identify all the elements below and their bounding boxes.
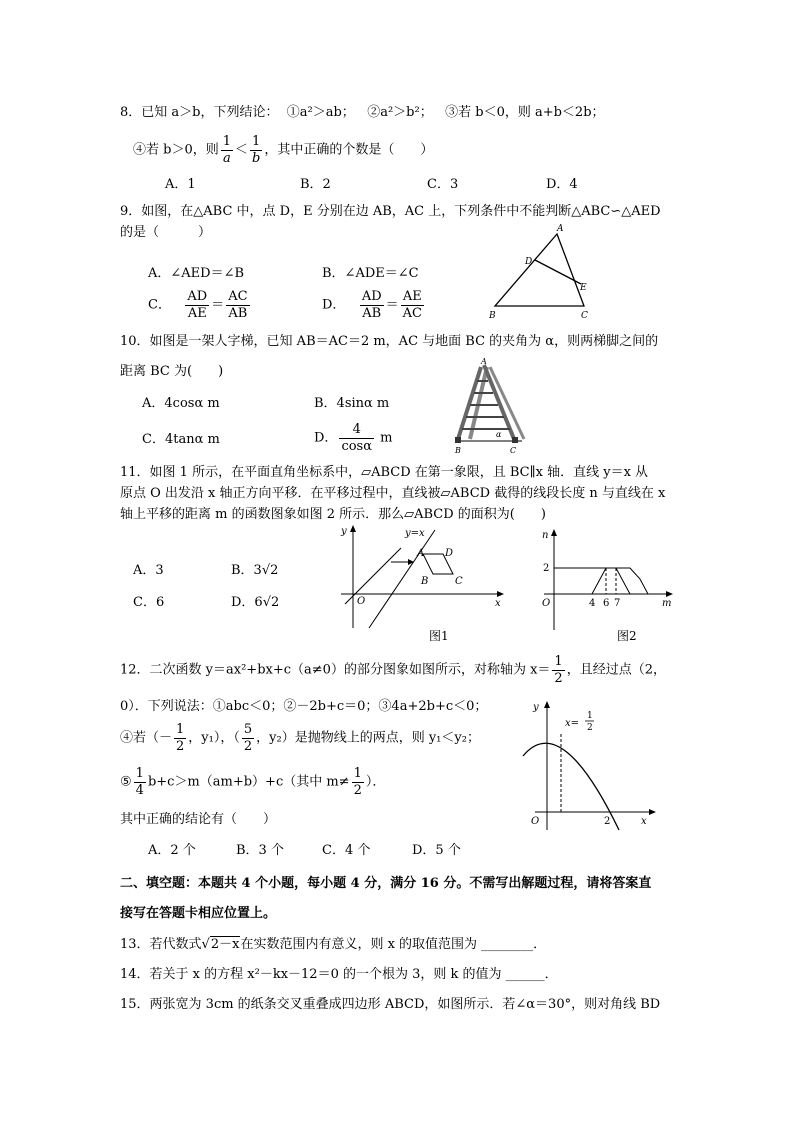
q10-stem-line1: 10．如图是一架人字梯，已知 AB＝AC＝2 m，AC 与地面 BC 的夹角为 α，则两梯脚之间的	[120, 334, 659, 349]
label-x-eq: x=	[565, 718, 580, 729]
q11-stem-line3: 轴上平移的距离 m 的函数图象如图 2 所示．那么▱ABCD 的面积为( )	[120, 507, 546, 522]
label-half-den: 2	[587, 723, 593, 733]
q10-choice-b: B．4sinα m	[314, 396, 390, 411]
q9-choice-d: D． $\frac{AD}{AB}$ ＝ $\frac{AE}{AC}$	[322, 289, 423, 321]
label-b: B	[489, 311, 496, 320]
label-y-eq-x: y=x	[405, 528, 425, 539]
label-n: n	[542, 530, 549, 541]
trapezoid-segment	[592, 568, 630, 594]
label-o: O	[357, 596, 366, 607]
fraction-1-over-b: $\frac{1}{b}$	[252, 134, 261, 166]
q11-figure-1	[335, 522, 510, 634]
q11-stem-line2: 原点 O 出发沿 x 轴正方向平移．在平移过程中，直线被▱ABCD 截得的线段长度 n 与直线在 x	[120, 486, 666, 501]
q12-stem-line3: ④若（－ $\frac{1}{2}$ ，y₁），（ $\frac{5}{2}$ ，y₂）是抛物线上的两点，则 y₁＜y₂；	[120, 722, 480, 754]
label-a: A	[417, 548, 425, 559]
label-2: 2	[604, 816, 611, 827]
ladder-foot-c	[512, 437, 518, 443]
q12-parabola-figure	[515, 698, 660, 833]
label-4: 4	[589, 598, 596, 609]
label-y: y	[533, 702, 539, 713]
q12-choice-c: C．4 个	[322, 843, 371, 858]
label-c: C	[510, 446, 517, 455]
label-m: m	[662, 598, 672, 609]
section2-heading-line2: 接写在答题卡相应位置上。	[120, 906, 277, 921]
label-d: D	[525, 257, 533, 267]
label-b: B	[455, 446, 461, 455]
q12-stem-line2: 0）．下列说法：①abc＜0；②－2b+c＝0；③4a+2b+c＜0；	[120, 699, 488, 714]
q8-choice-b: B．2	[300, 177, 331, 192]
q8-line2: ④若 b＞0，则 $\frac{1}{a}$ ＜ $\frac{1}{b}$ ，其中正确的个数是（ ）	[133, 134, 434, 166]
label-y: y	[341, 526, 347, 537]
label-o: O	[542, 598, 551, 609]
label-alpha: α	[496, 430, 502, 439]
triangle-abc	[495, 234, 584, 306]
q8-choice-d: D．4	[546, 177, 578, 192]
label-half-num: 1	[587, 711, 593, 721]
fraction-1-over-a: $\frac{1}{a}$	[222, 134, 232, 166]
q10-choice-a: A．4cosα m	[142, 396, 220, 411]
q11-stem-line1: 11．如图 1 所示，在平面直角坐标系中，▱ABCD 在第一象限，且 BC∥x 轴．直线 y＝x 从	[120, 465, 649, 480]
q9-stem-line1: 9．如图，在△ABC 中，点 D，E 分别在边 AB，AC 上，下列条件中不能判断△ABC∽△AED	[120, 204, 661, 219]
q9-choice-c: C． $\frac{AD}{AE}$ ＝ $\frac{AC}{AB}$	[148, 289, 248, 321]
x-axis-arrow	[497, 591, 504, 597]
label-2: 2	[543, 563, 550, 574]
q11-fig1-caption: 图1	[429, 629, 449, 643]
q11-figure-2	[530, 526, 680, 634]
q9-stem-line2: 的是（ ）	[120, 225, 212, 240]
q10-choice-d: D． $\frac{4}{\cos\alpha}$ m	[314, 422, 393, 454]
q8-choice-c: C．3	[427, 177, 459, 192]
q11-fig2-caption: 图2	[617, 629, 637, 643]
q10-choice-c: C．4tanα m	[142, 432, 220, 447]
label-c: C	[581, 311, 588, 320]
q11-choice-a: A．3	[133, 563, 164, 578]
ladder-leg-right	[484, 365, 514, 439]
function-graph	[554, 568, 648, 594]
q8-choice-a: A．1	[165, 177, 196, 192]
q13: 13．若代数式√2－x在实数范围内有意义，则 x 的取值范围为 ________．	[120, 937, 547, 952]
label-x: x	[495, 598, 501, 609]
q10-stem-line2: 距离 BC 为( )	[120, 364, 224, 379]
segment-de	[535, 260, 581, 284]
q11-choice-c: C．6	[133, 595, 165, 610]
y-axis-arrow	[350, 525, 356, 532]
q12-stem-line4: ⑤ $\frac{1}{4}$ b+c＞m（am+b）+c（其中 m≠ $\frac{1}{2}$ ）．	[120, 766, 386, 798]
label-c: C	[455, 576, 463, 587]
q11-choice-d: D．6√2	[231, 595, 280, 610]
q11-choice-b: B．3√2	[231, 563, 279, 578]
q12-choice-a: A．2 个	[148, 843, 196, 858]
q12-stem-line1: 12．二次函数 y＝ax²+bx+c（a≠0）的部分图象如图所示，对称轴为 x＝ $\frac{1}{2}$ ，且经过点（2，	[120, 654, 666, 686]
label-x: x	[641, 816, 647, 827]
label-a: A	[481, 357, 487, 366]
label-6: 6	[603, 598, 610, 609]
q15: 15．两张宽为 3cm 的纸条交叉重叠成四边形 ABCD，如图所示．若∠α＝30°，则对角线 BD	[120, 997, 661, 1012]
label-o: O	[531, 816, 540, 827]
q9-triangle-figure	[485, 222, 595, 320]
label-a: A	[557, 224, 564, 234]
ladder-foot-b	[455, 437, 461, 443]
q8-line1: 8．已知 a＞b，下列结论： ①a²＞ab； ②a²＞b²； ③若 b＜0，则 a+b＜2b；	[120, 105, 605, 120]
q9-choice-b: B．∠ADE＝∠C	[322, 266, 419, 281]
label-7: 7	[614, 598, 621, 609]
q9-choice-a: A．∠AED＝∠B	[148, 266, 245, 281]
label-b: B	[421, 576, 429, 587]
label-d: D	[445, 548, 454, 559]
section2-heading-line1: 二、填空题：本题共 4 个小题，每小题 4 分，满分 16 分。不需写出解题过程，请将答案直	[120, 876, 652, 891]
label-e: E	[580, 283, 587, 293]
q12-choice-d: D．5 个	[412, 843, 461, 858]
q10-ladder-figure	[450, 355, 530, 455]
q14: 14．若关于 x 的方程 x²－kx－12＝0 的一个根为 3，则 k 的值为 ______．	[120, 967, 558, 982]
q12-stem-line5: 其中正确的结论有（ ）	[120, 812, 277, 827]
q12-choice-b: B．3 个	[236, 843, 284, 858]
